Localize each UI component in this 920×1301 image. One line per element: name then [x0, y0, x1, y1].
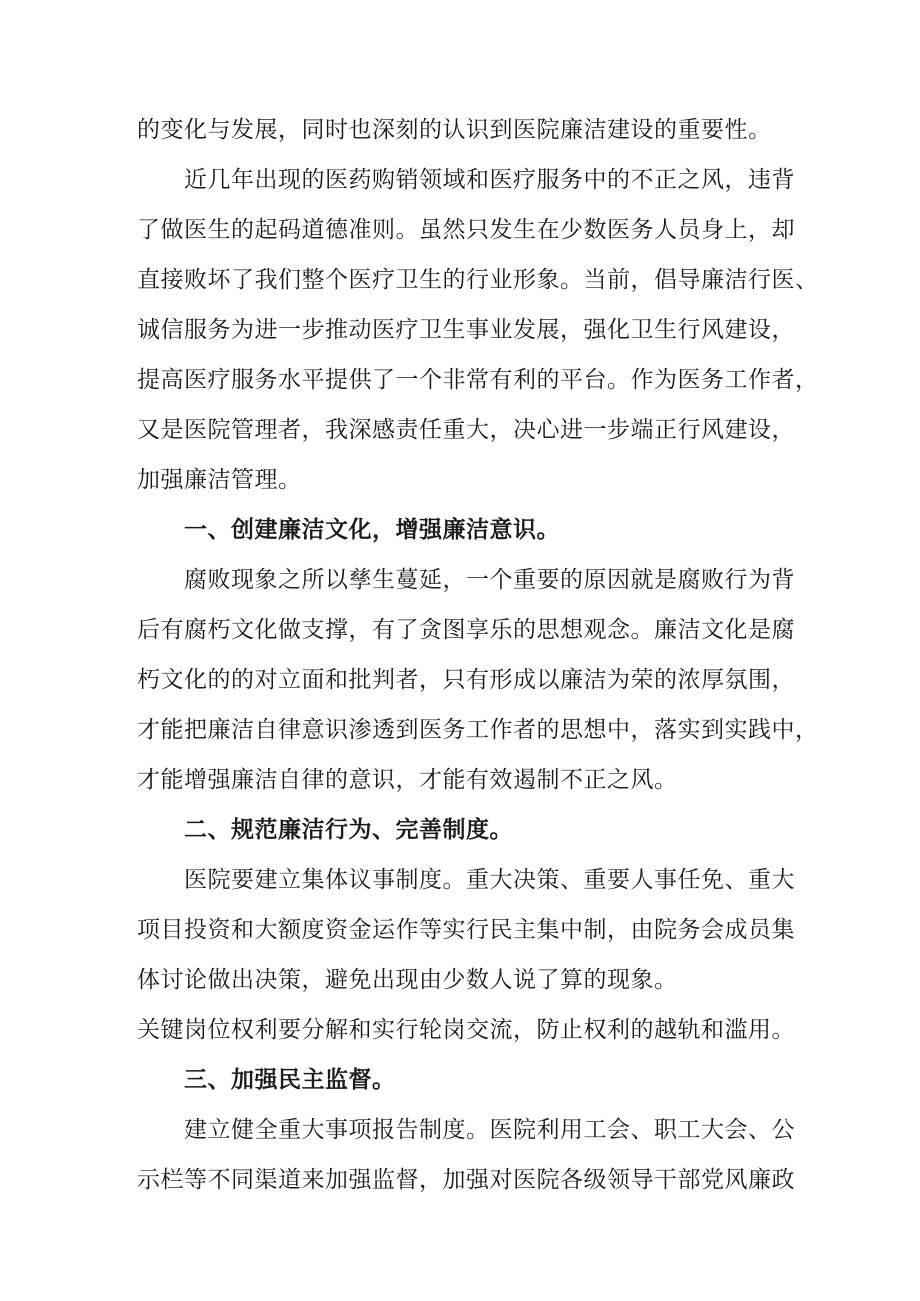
para1-line: 加强廉洁管理。 — [137, 467, 302, 493]
section3-line: 示栏等不同渠道来加强监督，加强对医院各级领导干部党风廉政 — [137, 1167, 795, 1193]
section2-line: 体讨论做出决策，避免出现由少数人说了算的现象。 — [137, 967, 678, 993]
section1-line: 腐败现象之所以孳生蔓延，一个重要的原因就是腐败行为背 — [184, 567, 795, 593]
section1-line: 才能增强廉洁自律的意识，才能有效遏制不正之风。 — [137, 767, 678, 793]
intro-line: 的变化与发展，同时也深刻的认识到医院廉洁建设的重要性。 — [137, 117, 772, 143]
section2-line: 医院要建立集体议事制度。重大决策、重要人事任免、重大 — [184, 867, 795, 893]
section2-line: 项目投资和大额度资金运作等实行民主集中制，由院务会成员集 — [137, 917, 795, 943]
section1-line: 朽文化的的对立面和批判者，只有形成以廉洁为荣的浓厚氛围， — [137, 667, 795, 693]
section1-line: 后有腐朽文化做支撑，有了贪图享乐的思想观念。廉洁文化是腐 — [137, 617, 795, 643]
para1-line: 提高医疗服务水平提供了一个非常有利的平台。作为医务工作者， — [137, 367, 819, 393]
para1-line: 诚信服务为进一步推动医疗卫生事业发展，强化卫生行风建设， — [137, 317, 795, 343]
section1-heading: 一、创建廉洁文化，增强廉洁意识。 — [184, 517, 560, 543]
para1-line: 又是医院管理者，我深感责任重大，决心进一步端正行风建设， — [137, 417, 795, 443]
para1-line: 了做医生的起码道德准则。虽然只发生在少数医务人员身上，却 — [137, 217, 795, 243]
section2-flush-line: 关键岗位权利要分解和实行轮岗交流，防止权利的越轨和滥用。 — [137, 1017, 795, 1043]
section2-heading: 二、规范廉洁行为、完善制度。 — [184, 817, 513, 843]
section3-heading: 三、加强民主监督。 — [184, 1067, 396, 1093]
section3-line: 建立健全重大事项报告制度。医院利用工会、职工大会、公 — [184, 1117, 795, 1143]
para1-line: 直接败坏了我们整个医疗卫生的行业形象。当前，倡导廉洁行医、 — [137, 267, 819, 293]
para1-line: 近几年出现的医药购销领域和医疗服务中的不正之风，违背 — [184, 167, 795, 193]
section1-line: 才能把廉洁自律意识渗透到医务工作者的思想中，落实到实践中， — [137, 717, 819, 743]
